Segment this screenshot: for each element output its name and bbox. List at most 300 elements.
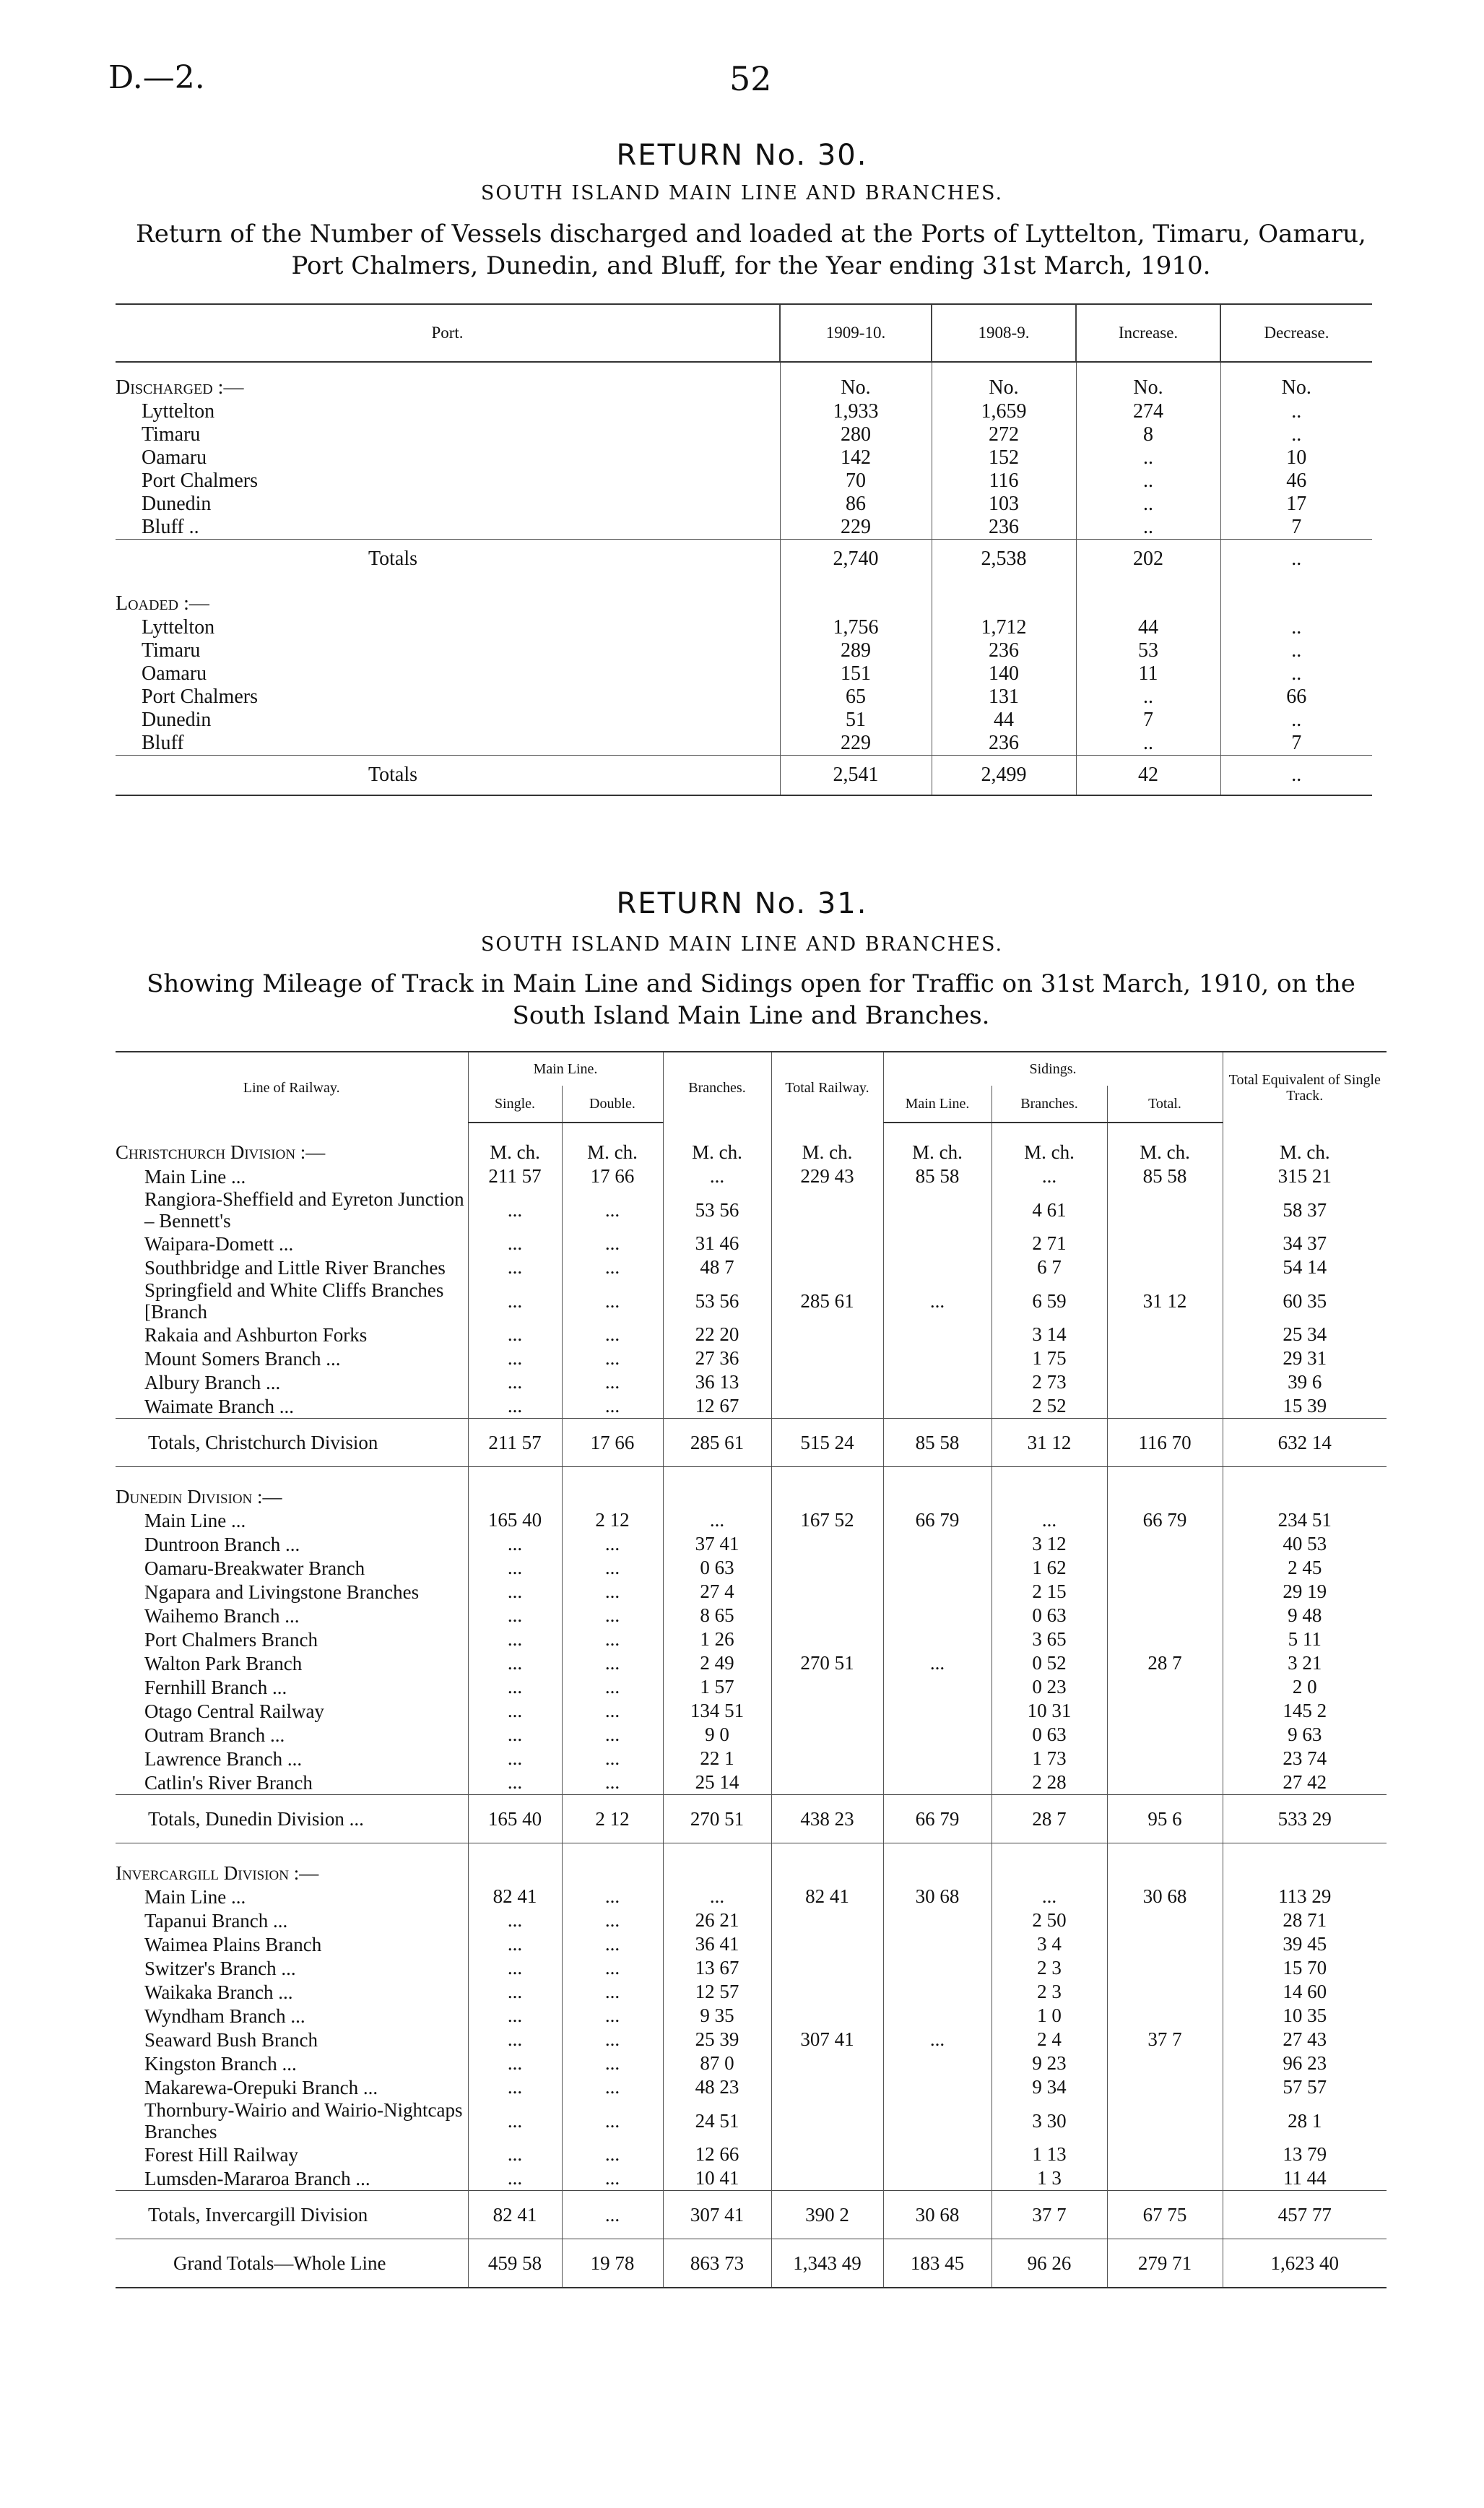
cell-value: ...: [468, 2099, 562, 2142]
line-name: Thornbury-Wairio and Wairio-Nightcaps Branches: [144, 2099, 463, 2142]
table-row: [116, 2051, 1387, 2075]
totals-value: 390 2: [771, 2191, 883, 2239]
cell-value: 2 49: [663, 1651, 771, 1675]
cell-value: 27 43: [1223, 2028, 1387, 2051]
cell-value: 9 23: [991, 2051, 1107, 2075]
table-row: [116, 1279, 1387, 1323]
totals-value: 632 14: [1223, 1419, 1387, 1467]
table-row: [116, 1232, 1387, 1255]
line-name: Lumsden-Mararoa Branch ...: [144, 2167, 370, 2189]
cell-value: 2 0: [1223, 1675, 1387, 1699]
grand-totals-value: 279 71: [1107, 2239, 1223, 2288]
document-reference: D.—2.: [108, 59, 205, 96]
port-name: Lyttelton: [142, 400, 215, 423]
cell-value: [1107, 1232, 1223, 1255]
empty-cell: [883, 1843, 991, 1885]
line-name: Outram Branch ...: [144, 1724, 285, 1746]
cell-value: 53 56: [663, 1188, 771, 1232]
cell-value: [1107, 1394, 1223, 1419]
cell-value: 13 67: [663, 1956, 771, 1980]
cell-value: ...: [562, 1323, 663, 1346]
table-row: [116, 1532, 1387, 1556]
cell-value: 152: [932, 446, 1076, 470]
cell-value: 23 74: [1223, 1747, 1387, 1770]
cell-value: [771, 1956, 883, 1980]
cell-value: [771, 1188, 883, 1232]
cell-value: 66 79: [883, 1508, 991, 1532]
cell-value: [1107, 2166, 1223, 2191]
cell-value: [883, 1370, 991, 1394]
table-row: [116, 662, 1372, 686]
cell-value: ...: [562, 1532, 663, 1556]
units-row: [116, 362, 1372, 400]
empty-cell: [663, 1467, 771, 1509]
cell-value: ...: [562, 1394, 663, 1419]
cell-value: ..: [1220, 400, 1372, 423]
cell-value: 34 37: [1223, 1232, 1387, 1255]
cell-value: [771, 1580, 883, 1604]
cell-value: 25 14: [663, 1770, 771, 1795]
cell-value: [883, 1747, 991, 1770]
line-name: Waimate Branch ...: [144, 1395, 294, 1417]
cell-value: ...: [468, 1188, 562, 1232]
unit-label: No.: [1076, 362, 1220, 400]
cell-value: [1107, 1747, 1223, 1770]
cell-value: [771, 1980, 883, 2004]
table-row: [116, 423, 1372, 446]
table-row: [116, 1556, 1387, 1580]
totals-label: Totals, Dunedin Division ...: [116, 1795, 468, 1843]
cell-value: [1107, 1188, 1223, 1232]
totals-value: 67 75: [1107, 2191, 1223, 2239]
cell-value: 103: [932, 493, 1076, 516]
cell-value: ...: [991, 1885, 1107, 1908]
unit-label: M. ch.: [1223, 1123, 1387, 1164]
cell-value: 17 66: [562, 1164, 663, 1188]
cell-value: [1107, 1627, 1223, 1651]
cell-value: 46: [1220, 470, 1372, 493]
cell-value: ..: [1076, 470, 1220, 493]
cell-value: ...: [562, 1556, 663, 1580]
cell-value: 8: [1076, 423, 1220, 446]
cell-value: [1107, 1908, 1223, 1932]
cell-value: 14 60: [1223, 1980, 1387, 2004]
cell-value: ...: [468, 2166, 562, 2191]
line-name: Albury Branch ...: [144, 1371, 281, 1393]
cell-value: 1 26: [663, 1627, 771, 1651]
division-row: [116, 1467, 1387, 1509]
cell-value: [1107, 2004, 1223, 2028]
cell-value: 0 52: [991, 1651, 1107, 1675]
cell-value: [883, 2075, 991, 2099]
grand-totals-row: [116, 2239, 1387, 2288]
cell-value: ...: [562, 2028, 663, 2051]
cell-value: 29 19: [1223, 1580, 1387, 1604]
cell-value: 270 51: [771, 1651, 883, 1675]
unit-label: M. ch.: [562, 1123, 663, 1164]
cell-value: ...: [562, 1232, 663, 1255]
empty-cell: [1223, 1467, 1387, 1509]
cell-value: ...: [468, 1232, 562, 1255]
grand-totals-value: 183 45: [883, 2239, 991, 2288]
cell-value: 27 36: [663, 1346, 771, 1370]
totals-value: 285 61: [663, 1419, 771, 1467]
return-30-subtitle: SOUTH ISLAND MAIN LINE AND BRANCHES.: [480, 182, 1004, 204]
cell-value: [771, 2142, 883, 2166]
cell-value: 1 75: [991, 1346, 1107, 1370]
unit-label: No.: [780, 362, 932, 400]
table-row: [116, 1980, 1387, 2004]
col-header-total-railway: Total Railway.: [771, 1052, 883, 1123]
col-header-1909-10: 1909-10.: [780, 304, 932, 362]
line-name: Switzer's Branch ...: [144, 1957, 296, 1979]
line-name: Otago Central Railway: [144, 1700, 324, 1722]
cell-value: 82 41: [468, 1885, 562, 1908]
cell-value: ...: [562, 1188, 663, 1232]
cell-value: 2 45: [1223, 1556, 1387, 1580]
cell-value: 280: [780, 423, 932, 446]
cell-value: 53 56: [663, 1279, 771, 1323]
cell-value: ...: [562, 2075, 663, 2099]
cell-value: ...: [562, 1723, 663, 1747]
cell-value: [1107, 1932, 1223, 1956]
totals-value: 2 12: [562, 1795, 663, 1843]
empty-cell: [468, 1843, 562, 1885]
cell-value: ...: [468, 1723, 562, 1747]
cell-value: 234 51: [1223, 1508, 1387, 1532]
cell-value: 26 21: [663, 1908, 771, 1932]
cell-value: ...: [562, 2051, 663, 2075]
totals-value: 85 58: [883, 1419, 991, 1467]
cell-value: [771, 1346, 883, 1370]
cell-value: 165 40: [468, 1508, 562, 1532]
cell-value: [883, 1770, 991, 1795]
cell-value: ...: [562, 1770, 663, 1795]
cell-value: 28 71: [1223, 1908, 1387, 1932]
table-row: [116, 686, 1372, 709]
cell-value: ...: [562, 1908, 663, 1932]
table-row: [116, 2142, 1387, 2166]
cell-value: 27 42: [1223, 1770, 1387, 1795]
cell-value: 36 41: [663, 1932, 771, 1956]
cell-value: ...: [468, 1532, 562, 1556]
cell-value: [883, 1699, 991, 1723]
cell-value: [1107, 2051, 1223, 2075]
totals-value: 165 40: [468, 1795, 562, 1843]
port-name: Bluff ..: [142, 516, 199, 538]
cell-value: [1107, 1699, 1223, 1723]
totals-value: 31 12: [991, 1419, 1107, 1467]
cell-value: [771, 1723, 883, 1747]
cell-value: [1107, 1770, 1223, 1795]
cell-value: ...: [468, 1323, 562, 1346]
cell-value: 113 29: [1223, 1885, 1387, 1908]
cell-value: 10: [1220, 446, 1372, 470]
table-row: [116, 400, 1372, 423]
cell-value: 2 73: [991, 1370, 1107, 1394]
cell-value: 44: [932, 709, 1076, 732]
cell-value: 48 23: [663, 2075, 771, 2099]
cell-value: ...: [468, 1370, 562, 1394]
cell-value: ...: [562, 1675, 663, 1699]
cell-value: [1107, 1255, 1223, 1279]
cell-value: 2 4: [991, 2028, 1107, 2051]
col-header-port: Port.: [116, 304, 780, 362]
cell-value: 10 35: [1223, 2004, 1387, 2028]
cell-value: ...: [468, 1394, 562, 1419]
totals-value: 2,541: [780, 756, 932, 796]
col-header-main-line: Main Line.: [468, 1052, 663, 1086]
grand-totals-value: 19 78: [562, 2239, 663, 2288]
cell-value: ...: [468, 1604, 562, 1627]
cell-value: 85 58: [1107, 1164, 1223, 1188]
totals-value: ..: [1220, 756, 1372, 796]
cell-value: ...: [562, 2004, 663, 2028]
return-30-description: Return of the Number of Vessels discharged and loaded at the Ports of Lyttelton, Timaru, Oamaru, Port Chalmers, Dunedin, and Bluff, for the Year ending 31st March, 1910.: [136, 220, 1366, 280]
cell-value: 82 41: [771, 1885, 883, 1908]
cell-value: [883, 2099, 991, 2142]
cell-value: 11 44: [1223, 2166, 1387, 2191]
cell-value: ...: [468, 1980, 562, 2004]
cell-value: 236: [932, 639, 1076, 662]
cell-value: 0 63: [991, 1723, 1107, 1747]
grand-totals-value: 863 73: [663, 2239, 771, 2288]
cell-value: 9 48: [1223, 1604, 1387, 1627]
totals-value: 270 51: [663, 1795, 771, 1843]
port-name: Timaru: [142, 423, 201, 446]
table-row: [116, 616, 1372, 639]
table-row: [116, 446, 1372, 470]
cell-value: 22 1: [663, 1747, 771, 1770]
cell-value: [1107, 1956, 1223, 1980]
cell-value: ..: [1076, 686, 1220, 709]
cell-value: 13 79: [1223, 2142, 1387, 2166]
cell-value: ...: [468, 2004, 562, 2028]
cell-value: [1107, 1980, 1223, 2004]
empty-cell: [771, 1467, 883, 1509]
totals-value: 2,740: [780, 540, 932, 579]
cell-value: 6 59: [991, 1279, 1107, 1323]
grand-totals-value: 1,623 40: [1223, 2239, 1387, 2288]
cell-value: ...: [562, 1932, 663, 1956]
totals-value: 202: [1076, 540, 1220, 579]
cell-value: ...: [468, 2051, 562, 2075]
empty-cell: [562, 1467, 663, 1509]
cell-value: 229: [780, 516, 932, 540]
cell-value: ...: [562, 2166, 663, 2191]
return-30-table: [116, 303, 1372, 796]
line-name: Mount Somers Branch ...: [144, 1347, 341, 1370]
cell-value: [1107, 1580, 1223, 1604]
col-header-sidings-total: Total.: [1107, 1086, 1223, 1123]
cell-value: ..: [1220, 662, 1372, 686]
cell-value: ...: [562, 1370, 663, 1394]
cell-value: ...: [663, 1885, 771, 1908]
cell-value: ...: [468, 1932, 562, 1956]
cell-value: [883, 1604, 991, 1627]
totals-value: ...: [562, 2191, 663, 2239]
totals-value: 66 79: [883, 1795, 991, 1843]
cell-value: 2 12: [562, 1508, 663, 1532]
cell-value: 44: [1076, 616, 1220, 639]
cell-value: ...: [468, 1699, 562, 1723]
cell-value: 9 0: [663, 1723, 771, 1747]
cell-value: ...: [663, 1508, 771, 1532]
unit-label: M. ch.: [883, 1123, 991, 1164]
cell-value: 27 4: [663, 1580, 771, 1604]
cell-value: 17: [1220, 493, 1372, 516]
line-name: Walton Park Branch: [144, 1652, 303, 1674]
port-name: Oamaru: [142, 446, 207, 469]
cell-value: 3 12: [991, 1532, 1107, 1556]
table-row: [116, 1747, 1387, 1770]
table-row: [116, 1932, 1387, 1956]
totals-value: 95 6: [1107, 1795, 1223, 1843]
col-header-sidings-main-line: Main Line.: [883, 1086, 991, 1123]
table-row: [116, 1508, 1387, 1532]
totals-value: 116 70: [1107, 1419, 1223, 1467]
table-row: [116, 1770, 1387, 1795]
cell-value: [883, 2166, 991, 2191]
cell-value: [1107, 1323, 1223, 1346]
cell-value: ...: [468, 1908, 562, 1932]
line-name: Springfield and White Cliffs Branches [Branch: [144, 1279, 444, 1323]
cell-value: 2 50: [991, 1908, 1107, 1932]
table-row: [116, 1675, 1387, 1699]
table-row: [116, 1255, 1387, 1279]
cell-value: 10 41: [663, 2166, 771, 2191]
cell-value: [771, 1770, 883, 1795]
totals-value: 30 68: [883, 2191, 991, 2239]
cell-value: ..: [1220, 639, 1372, 662]
col-header-line: Line of Railway.: [116, 1052, 468, 1123]
cell-value: 0 63: [991, 1604, 1107, 1627]
cell-value: ...: [883, 1651, 991, 1675]
cell-value: 65: [780, 686, 932, 709]
cell-value: ...: [468, 1627, 562, 1651]
cell-value: 140: [932, 662, 1076, 686]
cell-value: 85 58: [883, 1164, 991, 1188]
cell-value: 1 73: [991, 1747, 1107, 1770]
cell-value: [771, 1908, 883, 1932]
cell-value: ...: [562, 1255, 663, 1279]
cell-value: ...: [562, 1956, 663, 1980]
cell-value: [883, 1394, 991, 1419]
cell-value: 3 65: [991, 1627, 1107, 1651]
line-name: Kingston Branch ...: [144, 2052, 297, 2075]
cell-value: [771, 1532, 883, 1556]
line-name: Main Line ...: [144, 1165, 246, 1188]
totals-label: Totals, Christchurch Division: [116, 1419, 468, 1467]
empty-cell: [1076, 579, 1220, 616]
cell-value: 25 39: [663, 2028, 771, 2051]
unit-label: M. ch.: [468, 1123, 562, 1164]
cell-value: [771, 2099, 883, 2142]
cell-value: ...: [468, 2142, 562, 2166]
cell-value: [883, 2051, 991, 2075]
cell-value: ...: [562, 1279, 663, 1323]
line-name: Wyndham Branch ...: [144, 2005, 305, 2027]
cell-value: 3 4: [991, 1932, 1107, 1956]
totals-label: Totals: [116, 756, 780, 796]
cell-value: 3 30: [991, 2099, 1107, 2142]
cell-value: 1 13: [991, 2142, 1107, 2166]
totals-row: [116, 1795, 1387, 1843]
cell-value: [883, 1956, 991, 1980]
totals-value: 533 29: [1223, 1795, 1387, 1843]
cell-value: [771, 1932, 883, 1956]
totals-value: 457 77: [1223, 2191, 1387, 2239]
table-row: [116, 1604, 1387, 1627]
cell-value: 30 68: [1107, 1885, 1223, 1908]
cell-value: 236: [932, 732, 1076, 756]
totals-value: 438 23: [771, 1795, 883, 1843]
grand-totals-value: 1,343 49: [771, 2239, 883, 2288]
port-name: Dunedin: [142, 493, 212, 515]
empty-cell: [883, 1467, 991, 1509]
cell-value: ...: [468, 1580, 562, 1604]
cell-value: 145 2: [1223, 1699, 1387, 1723]
cell-value: 11: [1076, 662, 1220, 686]
cell-value: ...: [562, 1580, 663, 1604]
cell-value: ...: [468, 2075, 562, 2099]
cell-value: [1107, 2099, 1223, 2142]
return-31-title: RETURN No. 31.: [616, 887, 868, 920]
table-row: [116, 1723, 1387, 1747]
cell-value: ...: [468, 1747, 562, 1770]
cell-value: [883, 1723, 991, 1747]
cell-value: ...: [468, 1255, 562, 1279]
cell-value: 229 43: [771, 1164, 883, 1188]
cell-value: 211 57: [468, 1164, 562, 1188]
cell-value: 2 52: [991, 1394, 1107, 1419]
cell-value: 28 1: [1223, 2099, 1387, 2142]
cell-value: ...: [468, 2028, 562, 2051]
cell-value: 0 23: [991, 1675, 1107, 1699]
empty-cell: [1220, 579, 1372, 616]
cell-value: 12 67: [663, 1394, 771, 1419]
cell-value: 66 79: [1107, 1508, 1223, 1532]
empty-cell: [932, 579, 1076, 616]
cell-value: 22 20: [663, 1323, 771, 1346]
cell-value: 39 45: [1223, 1932, 1387, 1956]
cell-value: 1 57: [663, 1675, 771, 1699]
cell-value: [883, 1532, 991, 1556]
cell-value: 274: [1076, 400, 1220, 423]
page-number: 52: [729, 59, 772, 98]
table-row: [116, 493, 1372, 516]
table-row: [116, 732, 1372, 756]
unit-label: M. ch.: [991, 1123, 1107, 1164]
table-row: [116, 1651, 1387, 1675]
cell-value: [771, 1627, 883, 1651]
table-row: [116, 1370, 1387, 1394]
cell-value: 54 14: [1223, 1255, 1387, 1279]
table-row: [116, 1956, 1387, 1980]
division-label: Invercargill Division :—: [116, 1861, 319, 1884]
cell-value: ...: [562, 1885, 663, 1908]
port-name: Port Chalmers: [142, 470, 258, 492]
cell-value: 289: [780, 639, 932, 662]
empty-cell: [991, 1843, 1107, 1885]
table-row: [116, 1908, 1387, 1932]
cell-value: 1,756: [780, 616, 932, 639]
cell-value: [883, 1188, 991, 1232]
cell-value: [771, 1699, 883, 1723]
cell-value: [883, 1255, 991, 1279]
table-row: [116, 1394, 1387, 1419]
line-name: Seaward Bush Branch: [144, 2028, 318, 2051]
